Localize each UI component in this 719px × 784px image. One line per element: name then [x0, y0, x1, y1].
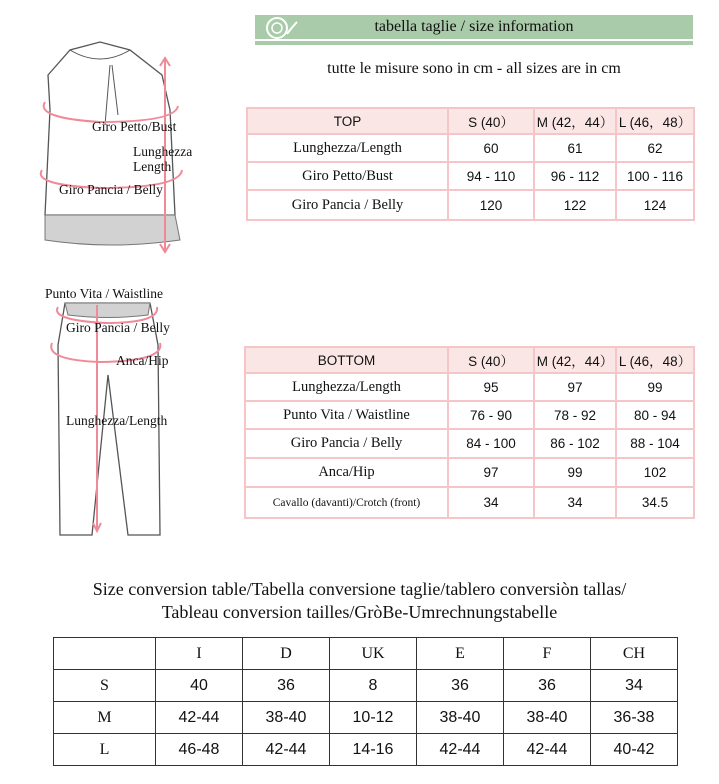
cell: 38-40 — [504, 702, 591, 734]
table-row — [245, 401, 694, 429]
header-cell: L (46，48） — [616, 347, 694, 373]
cell: 120 — [448, 190, 534, 220]
table-row — [54, 734, 678, 766]
cell: 86 - 102 — [534, 429, 616, 458]
cell: 84 - 100 — [448, 429, 534, 458]
cell: 99 — [616, 373, 694, 401]
header-cell: TOP — [247, 108, 448, 134]
cell: 46-48 — [156, 734, 243, 766]
cell: 100 - 116 — [616, 162, 694, 190]
cell: 60 — [448, 134, 534, 162]
cell: 42-44 — [243, 734, 330, 766]
table-header-row — [247, 108, 694, 134]
table-row — [245, 429, 694, 458]
table-row — [247, 162, 694, 190]
table-row — [54, 702, 678, 734]
header-cell: S (40） — [448, 108, 534, 134]
cell: 97 — [534, 373, 616, 401]
row-label: Anca/Hip — [245, 458, 448, 487]
pants-length-label: Lunghezza/Length — [66, 413, 168, 428]
bottom-size-table — [244, 346, 695, 519]
row-label: Giro Pancia / Belly — [247, 190, 448, 220]
cell: 99 — [534, 458, 616, 487]
cell: 36-38 — [591, 702, 678, 734]
header-cell: I — [156, 638, 243, 670]
cell: 40-42 — [591, 734, 678, 766]
row-label: Cavallo (davanti)/Crotch (front) — [245, 487, 448, 518]
conversion-title-line2: Tableau conversion tailles/GròBe-Umrechnungstabelle — [161, 602, 558, 622]
header-cell: F — [504, 638, 591, 670]
conversion-title — [20, 578, 699, 624]
row-label: L — [54, 734, 156, 766]
table-row — [247, 134, 694, 162]
cell: 88 - 104 — [616, 429, 694, 458]
cell: 95 — [448, 373, 534, 401]
header-cell: D — [243, 638, 330, 670]
header-cell: BOTTOM — [245, 347, 448, 373]
header-cell: UK — [330, 638, 417, 670]
cell: 78 - 92 — [534, 401, 616, 429]
table-header-row — [245, 347, 694, 373]
rose-icon — [263, 16, 303, 40]
cell: 62 — [616, 134, 694, 162]
cell: 14-16 — [330, 734, 417, 766]
cell: 36 — [504, 670, 591, 702]
cell: 94 - 110 — [448, 162, 534, 190]
top-garment-diagram — [0, 30, 240, 260]
cell: 76 - 90 — [448, 401, 534, 429]
cell: 38-40 — [243, 702, 330, 734]
cell: 42-44 — [417, 734, 504, 766]
row-label: S — [54, 670, 156, 702]
cell: 34.5 — [616, 487, 694, 518]
cell: 42-44 — [504, 734, 591, 766]
cell: 36 — [243, 670, 330, 702]
length-label-it: Lunghezza — [133, 144, 193, 159]
cell: 34 — [534, 487, 616, 518]
table-row — [54, 670, 678, 702]
title-banner — [255, 15, 693, 39]
belly-label-pants: Giro Pancia / Belly — [66, 320, 170, 335]
cell: 122 — [534, 190, 616, 220]
hip-label: Anca/Hip — [116, 353, 169, 368]
bust-label: Giro Petto/Bust — [92, 119, 177, 134]
header-cell: S (40） — [448, 347, 534, 373]
row-label: Lunghezza/Length — [245, 373, 448, 401]
waistline-label: Punto Vita / Waistline — [45, 286, 163, 301]
cell: 124 — [616, 190, 694, 220]
table-header-row — [54, 638, 678, 670]
header-cell: E — [417, 638, 504, 670]
header-cell: M (42，44） — [534, 347, 616, 373]
table-row — [247, 190, 694, 220]
cell: 40 — [156, 670, 243, 702]
length-label-en: Length — [133, 159, 172, 174]
banner-divider — [255, 41, 693, 45]
conversion-title-line1: Size conversion table/Tabella conversione taglie/tablero conversiòn tallas/ — [92, 579, 627, 599]
top-size-table — [246, 107, 695, 221]
row-label: Punto Vita / Waistline — [245, 401, 448, 429]
table-row — [245, 373, 694, 401]
page-title: tabella taglie / size information — [374, 18, 574, 35]
cell: 102 — [616, 458, 694, 487]
cell: 61 — [534, 134, 616, 162]
table-row — [245, 458, 694, 487]
pants-diagram — [0, 275, 240, 545]
cell: 80 - 94 — [616, 401, 694, 429]
units-note: tutte le misure sono in cm - all sizes are in cm — [327, 60, 621, 77]
belly-label: Giro Pancia / Belly — [59, 182, 163, 197]
header-cell: CH — [591, 638, 678, 670]
row-label: Giro Petto/Bust — [247, 162, 448, 190]
cell: 8 — [330, 670, 417, 702]
row-label: M — [54, 702, 156, 734]
header-cell — [54, 638, 156, 670]
cell: 96 - 112 — [534, 162, 616, 190]
row-label: Lunghezza/Length — [247, 134, 448, 162]
cell: 42-44 — [156, 702, 243, 734]
row-label: Giro Pancia / Belly — [245, 429, 448, 458]
header-cell: L (46，48） — [616, 108, 694, 134]
table-row — [245, 487, 694, 518]
cell: 38-40 — [417, 702, 504, 734]
size-conversion-table — [53, 637, 678, 766]
cell: 34 — [448, 487, 534, 518]
cell: 97 — [448, 458, 534, 487]
cell: 36 — [417, 670, 504, 702]
header-cell: M (42，44） — [534, 108, 616, 134]
cell: 10-12 — [330, 702, 417, 734]
cell: 34 — [591, 670, 678, 702]
